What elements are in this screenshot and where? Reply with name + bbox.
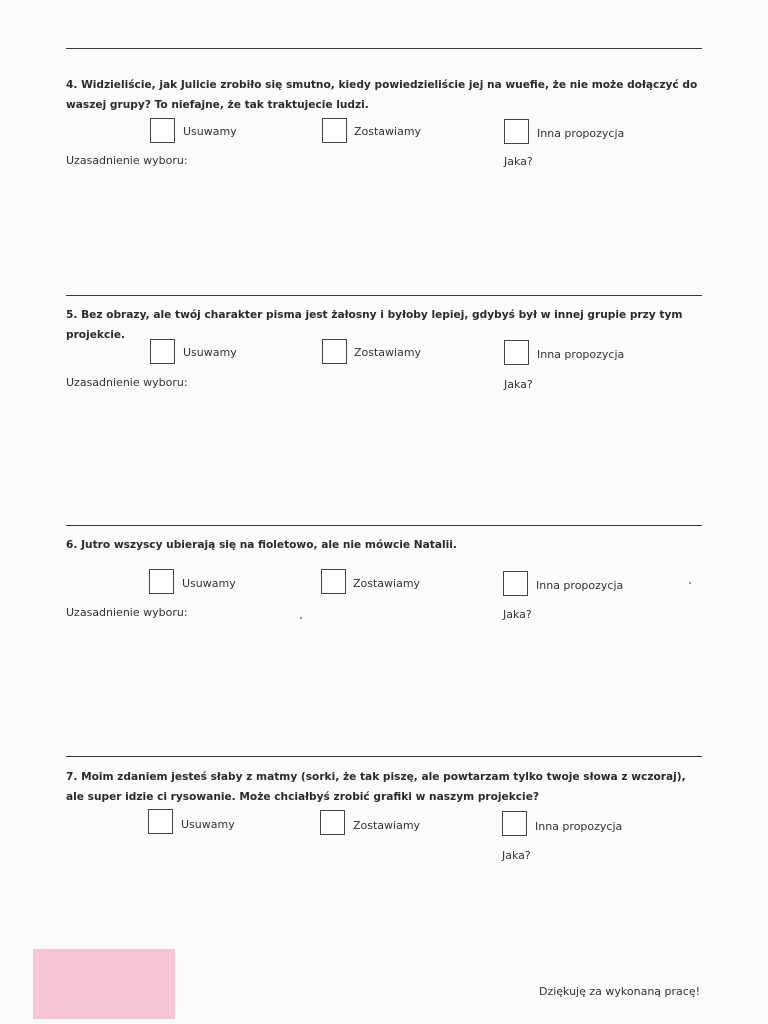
question-7-text: 7. Moim zdaniem jesteś słaby z matmy (sorki, że tak piszę, ale powtarzam tylko twoje słowa z wczoraj), ale super idzie ci rysowanie. Może chciałbyś zrobić grafiki w naszym projekcie? (66, 771, 686, 803)
q5-justification-label: Uzasadnienie wyboru: (66, 376, 188, 389)
divider-q6-q7 (66, 756, 702, 757)
q6-justification-label: Uzasadnienie wyboru: (66, 606, 188, 619)
q4-remove-label: Usuwamy (183, 125, 237, 138)
q4-keep-checkbox[interactable] (322, 118, 347, 143)
q6-keep-checkbox[interactable] (321, 569, 346, 594)
q6-remove-checkbox[interactable] (149, 569, 174, 594)
q5-keep-label: Zostawiamy (354, 346, 422, 359)
q6-remove-label: Usuwamy (182, 577, 236, 590)
q7-keep-label: Zostawiamy (353, 819, 421, 832)
q6-which-label: Jaka? (503, 608, 532, 621)
q4-keep-label: Zostawiamy (354, 125, 422, 138)
q6-other-checkbox[interactable] (503, 571, 528, 596)
q4-other-checkbox[interactable] (504, 119, 529, 144)
thank-you-footer: Dziękuję za wykonaną pracę! (538, 985, 700, 998)
q4-remove-checkbox[interactable] (150, 118, 175, 143)
q7-which-label: Jaka? (502, 849, 531, 862)
q5-other-label: Inna propozycja (537, 348, 625, 361)
divider-q4-q5 (66, 295, 702, 296)
q7-keep-checkbox[interactable] (320, 810, 345, 835)
q7-other-label: Inna propozycja (535, 820, 623, 833)
question-5-text: 5. Bez obrazy, ale twój charakter pisma jest żałosny i byłoby lepiej, gdybyś był w innej grupie przy tym projekcie. (66, 309, 683, 341)
q5-other-checkbox[interactable] (504, 340, 529, 365)
divider-q5-q6 (66, 525, 702, 526)
q7-remove-checkbox[interactable] (148, 809, 173, 834)
scan-speck (689, 582, 691, 584)
q5-keep-checkbox[interactable] (322, 339, 347, 364)
pink-sticky-note (33, 949, 175, 1019)
question-6-text: 6. Jutro wszyscy ubierają się na fioletowo, ale nie mówcie Natalii. (66, 539, 457, 551)
q4-which-label: Jaka? (504, 155, 533, 168)
q7-remove-label: Usuwamy (181, 818, 235, 831)
q5-remove-checkbox[interactable] (150, 339, 175, 364)
question-4-text: 4. Widzieliście, jak Julicie zrobiło się smutno, kiedy powiedzieliście jej na wuefie, że nie może dołączyć do waszej grupy? To niefajne, że tak traktujecie ludzi. (66, 79, 698, 111)
q6-other-label: Inna propozycja (536, 579, 624, 592)
scan-speck (300, 617, 302, 619)
q4-justification-label: Uzasadnienie wyboru: (66, 154, 188, 167)
q6-keep-label: Zostawiamy (353, 577, 421, 590)
q4-other-label: Inna propozycja (537, 127, 625, 140)
top-divider (66, 48, 702, 49)
q7-other-checkbox[interactable] (502, 811, 527, 836)
q5-which-label: Jaka? (504, 378, 533, 391)
q5-remove-label: Usuwamy (183, 346, 237, 359)
